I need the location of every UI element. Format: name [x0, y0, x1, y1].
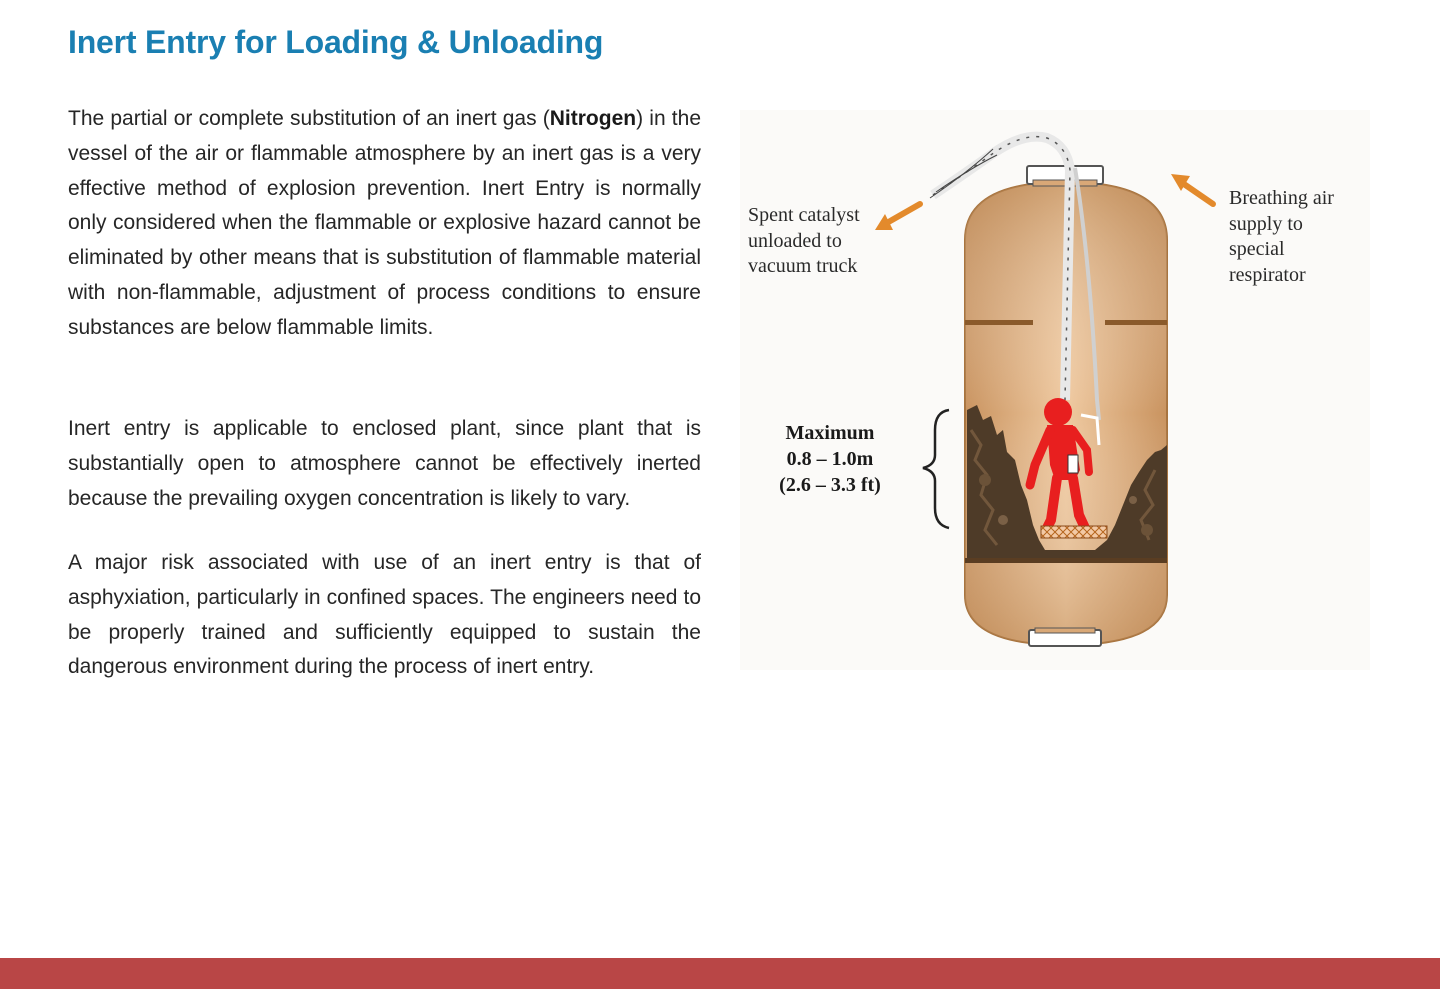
paragraph-risk: A major risk associated with use of an inert entry is that of asphyxiation, particularly in confined spaces. The engineers need to be properly trained and sufficiently equipped to sustain the dangerous environment during the process of inert entry.	[68, 551, 701, 679]
page-title: Inert Entry for Loading & Unloading	[68, 24, 604, 60]
support-ledge-right	[1105, 320, 1167, 325]
label-max-depth-line-1: Maximum	[785, 422, 875, 444]
label-breathing-air-line-2: supply to	[1229, 213, 1303, 235]
label-max-depth-line-2: 0.8 – 1.0m	[786, 448, 874, 470]
label-breathing-air-line-1: Breathing air	[1229, 187, 1334, 209]
paragraph-intro	[68, 102, 701, 346]
nitrogen-emphasis: Nitrogen	[549, 107, 637, 130]
bottom-manway	[1029, 628, 1101, 646]
label-spent-catalyst-line-1: Spent catalyst	[748, 204, 860, 226]
support-ledge-left	[965, 320, 1033, 325]
label-spent-catalyst-line-2: unloaded to	[748, 230, 842, 252]
paragraph-intro-rest: ) in the vessel of the air or flammable atmosphere by an inert gas is a very effective method of explosion prevention. Inert Entry is normally only considered when the flammable or explosive hazard cannot be eliminated by other means that is substitution of flammable material with non-flammable, adjustment of process conditions to ensure substances are below flammable limits.	[68, 107, 701, 339]
label-max-depth	[779, 422, 881, 496]
label-max-depth-line-3: (2.6 – 3.3 ft)	[779, 474, 881, 496]
label-breathing-air-line-3: special	[1229, 238, 1285, 260]
label-spent-catalyst-line-3: vacuum truck	[748, 255, 858, 277]
label-breathing-air-line-4: respirator	[1229, 264, 1306, 286]
inert-entry-diagram	[735, 100, 1375, 675]
footer-bar	[0, 958, 1440, 989]
paragraph-applicability: Inert entry is applicable to enclosed plant, since plant that is substantially open to atmosphere cannot be effectively inerted because the prevailing oxygen concentration is likely to vary.	[68, 417, 701, 510]
standing-platform	[1041, 526, 1107, 538]
paragraph-intro-start: The partial or complete substitution of an inert gas (	[68, 107, 550, 130]
